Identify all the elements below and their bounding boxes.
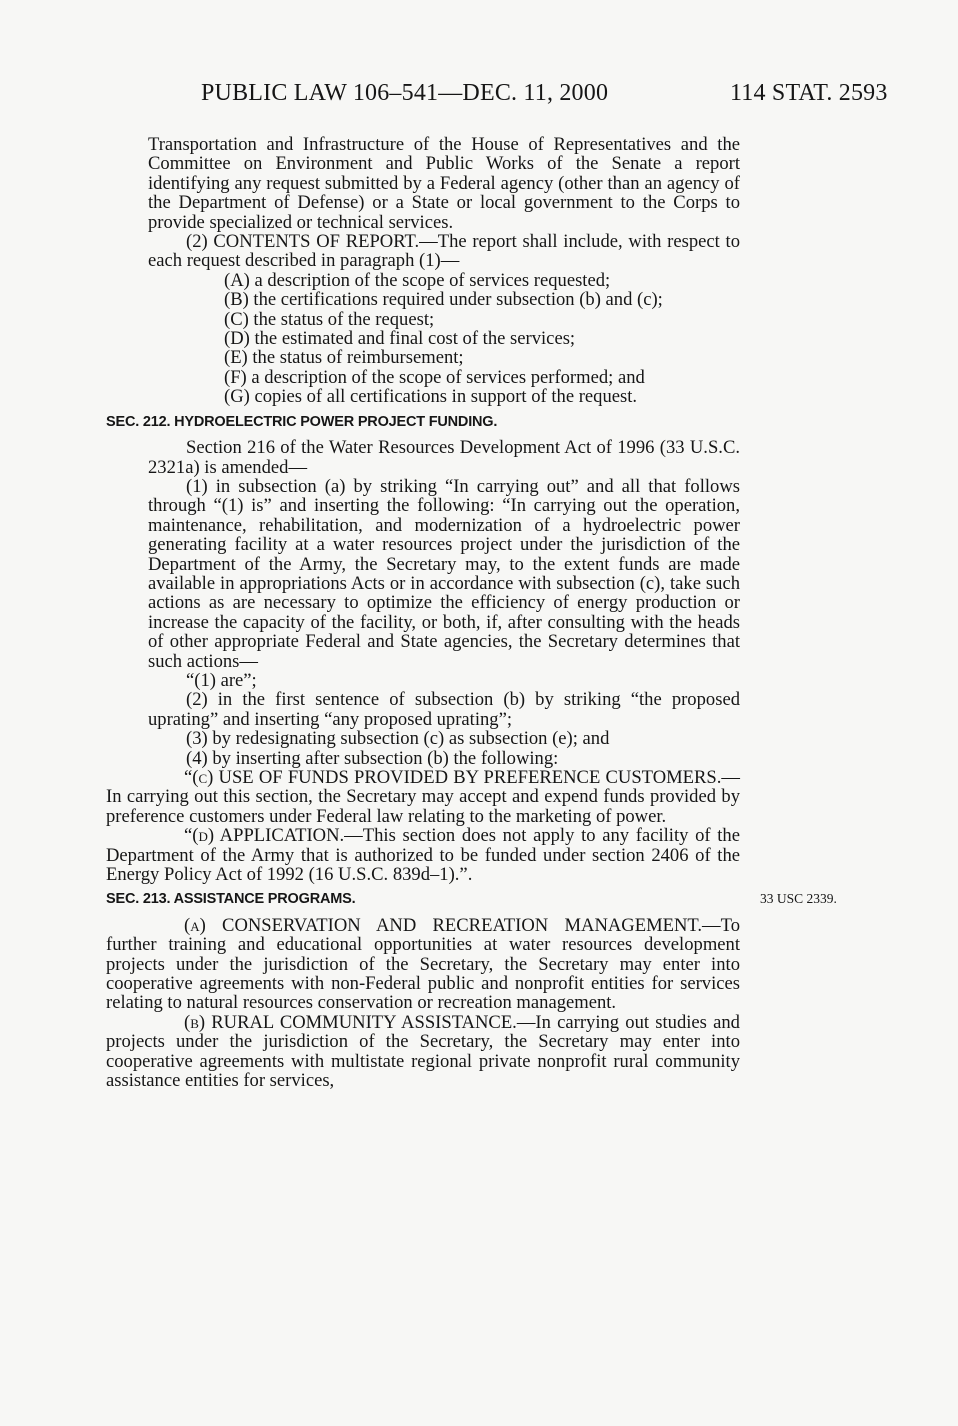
section-212-item-4: (4) by inserting after subsection (b) the following: xyxy=(186,747,559,769)
section-213-a xyxy=(106,916,740,1013)
section-213-b-heading: (b) RURAL COMMUNITY ASSISTANCE. xyxy=(184,1011,517,1033)
section-212-heading: SEC. 212. HYDROELECTRIC POWER PROJECT FUNDING. xyxy=(106,413,498,430)
section-212-intro: Section 216 of the Water Resources Development Act of 1996 (33 U.S.C. 2321a) is amended— xyxy=(148,437,740,478)
list-item-f: (F) a description of the scope of services performed; and xyxy=(224,366,645,388)
subsection-c xyxy=(106,768,740,826)
section-212-item-1: (1) in subsection (a) by striking “In carrying out” and all that follows through “(1) is” and inserting the following: “In carrying out the operation, maintenance, rehabilitation, and modernization of a hydroelectric power generating facility at a water resources project under the jurisdiction of the Department of the Army, the Secretary may, to the extent funds are made available in appropriations Acts or in accordance with subsection (c), take such actions as are necessary to optimize the efficiency of energy production or increase the capacity of the facility, or both, if, after consulting with the heads of other appropriate Federal and State agencies, the Secretary determines that such actions— xyxy=(148,475,740,672)
section-212-item-2: (2) in the first sentence of subsection (b) by striking “the proposed uprating” and inserting “any proposed uprating”; xyxy=(148,689,740,730)
subsection-d xyxy=(106,826,740,884)
section-213-b-text: —In carrying out studies and projects under the jurisdiction of the Secretary, the Secretary may enter into cooperative agreements with multistate regional private nonprofit rural community assistance entities for services, xyxy=(106,1011,740,1092)
section-213-b xyxy=(106,1013,740,1091)
subsection-c-heading: “(c) USE OF FUNDS PROVIDED BY PREFERENCE CUSTOMERS. xyxy=(184,767,722,788)
section-212-item-3: (3) by redesignating subsection (c) as subsection (e); and xyxy=(186,728,610,750)
contents-of-report-text: —The report shall include, with respect to each request described in paragraph (1)— xyxy=(148,231,740,272)
section-213-heading: SEC. 213. ASSISTANCE PROGRAMS. xyxy=(106,891,356,908)
list-item-c: (C) the status of the request; xyxy=(224,308,435,330)
list-item-b: (B) the certifications required under subsection (b) and (c); xyxy=(224,289,663,311)
page-body xyxy=(106,134,740,1092)
section-212-item-1-quote: “(1) are”; xyxy=(186,669,257,691)
margin-citation-213: 33 USC 2339. xyxy=(760,891,837,907)
section-213-a-heading: (a) CONSERVATION AND RECREATION MANAGEMENT. xyxy=(184,914,703,936)
running-header-title: PUBLIC LAW 106–541—DEC. 11, 2000 xyxy=(201,80,609,106)
subsection-c-text: —In carrying out this section, the Secretary may accept and expend funds provided by preference customers under Federal law relating to the marketing of power. xyxy=(106,767,740,827)
list-item-g: (G) copies of all certifications in support of the request. xyxy=(224,386,638,408)
paragraph-contents-of-report xyxy=(148,232,740,271)
subsection-d-text: —This section does not apply to any facility of the Department of the Army that is authorized to be funded under section 2406 of the Energy Policy Act of 1992 (16 U.S.C. 839d–1).”. xyxy=(106,825,740,886)
running-header-stat: 114 STAT. 2593 xyxy=(730,80,888,106)
subsection-d-heading: “(d) APPLICATION. xyxy=(184,825,345,847)
paragraph-report: Transportation and Infrastructure of the House of Representatives and the Committee on Environment and Public Works of the Senate a report identifying any request submitted by a Federal agency (other than an agency of the Department of Defense) or a State or local government to the Corps to provide specialized or technical services. xyxy=(148,134,740,233)
list-item-e: (E) the status of reimbursement; xyxy=(224,347,464,369)
section-213-a-text: —To further training and educational opportunities at water resources development projects under the jurisdiction of the Secretary, the Secretary may enter into cooperative agreements with non-Federal public and nonprofit entities for services relating to natural resources conservation or recreation management. xyxy=(106,914,740,1014)
list-item-a: (A) a description of the scope of services requested; xyxy=(224,269,611,291)
contents-of-report-heading: (2) CONTENTS OF REPORT. xyxy=(186,231,420,253)
list-item-d: (D) the estimated and final cost of the services; xyxy=(224,328,576,350)
